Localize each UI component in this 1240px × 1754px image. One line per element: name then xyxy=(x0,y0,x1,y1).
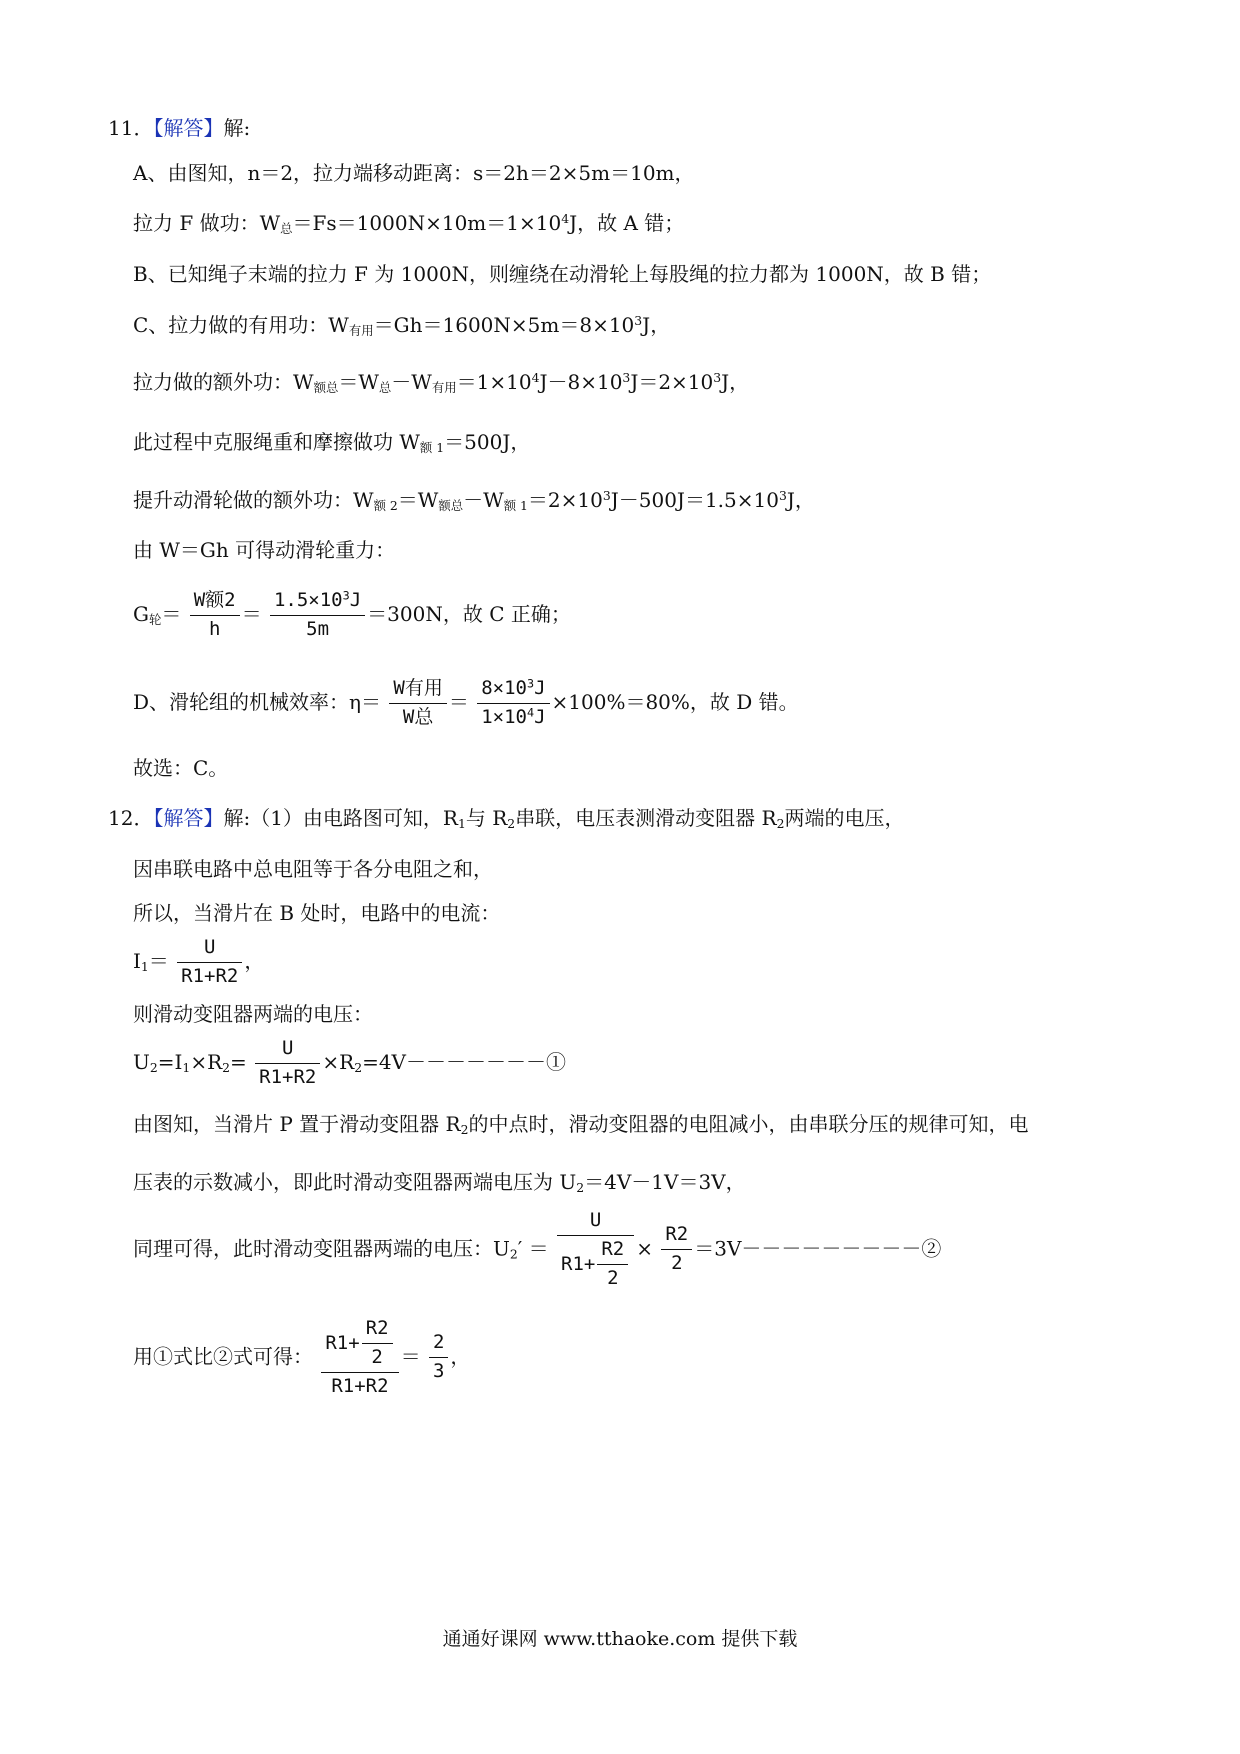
q12-line5: 由图知，当滑片 P 置于滑动变阻器 $R_2$的中点时，滑动变阻器的电阻减小，由串联分压的规律可知，电 xyxy=(133,1112,1029,1138)
fraction: U R1+ $\frac{R2}{2}$ xyxy=(557,1210,634,1290)
q11-c-equation: $G_轮=$ $\frac{\text{W额2}}{h}$ ＝ $\frac{1.5\times 10^3J}{5m}$ ＝300N，故 C 正确； xyxy=(133,588,571,640)
q12-line2: 因串联电路中总电阻等于各分电阻之和， xyxy=(133,857,493,881)
fraction: $\frac{8\times 10^3J}{1\times 10^4J}$ xyxy=(477,678,549,729)
fraction: R1+ $\frac{R2}{2}$ R1+R2 xyxy=(321,1318,398,1398)
fraction: $\frac{R2}{2}$ xyxy=(661,1224,692,1275)
q11-a-line1: A、由图知，n＝2，拉力端移动距离：s＝2h＝2×5m＝10m， xyxy=(133,161,695,185)
fraction: $\frac{\text{W额2}}{h}$ xyxy=(190,590,240,641)
q12-eq-current: $I_1=$ $\frac{U}{R1+R2}$ ， xyxy=(133,936,265,987)
q12-header: 12．【解答】解:（1）由电路图可知，$R_1$与 $R_2$串联，电压表测滑动变阻器 $R_2$两端的电压， xyxy=(108,806,905,832)
q12-line7: 同理可得，此时滑动变阻器两端的电压：$U_2'$ ＝ U R1+ $\frac{R2}{2}$ × $\frac{R2}{2}$ ＝3V－－－－－－－－－② xyxy=(133,1209,942,1289)
q11-c-line1: C、拉力做的有用功：$W_{有用}=Gh=1600N\times 5m=8\times 10^3J$， xyxy=(133,313,671,339)
q11-c-line4: 提升动滑轮做的额外功：$W_{额 2}=W_{额总}-W_{额 1}=2\times 10^3J-500J=1.5\times 10^3J$， xyxy=(133,488,815,514)
fraction: $\frac{2}{3}$ xyxy=(429,1332,448,1383)
q12-eq-voltage: $U_2=I_1\times R_2=$ $\frac{U}{R1+R2}$ $\times R_2=4V-------①$ xyxy=(133,1037,567,1088)
q12-tag: 【解答】 xyxy=(153,806,224,830)
q11-header xyxy=(108,118,250,138)
q11-intro: 解: xyxy=(223,116,251,140)
q11-c-line5: 由 W＝Gh 可得动滑轮重力： xyxy=(133,538,396,562)
q11-c-line2: 拉力做的额外功：$W_{额总}=W_总-W_{有用}=1\times 10^4J-8\times 10^3J=2\times 10^3J$， xyxy=(133,370,750,396)
q11-answer: 故选：C。 xyxy=(133,756,229,780)
q11-d-line: D、滑轮组的机械效率：η＝ $\frac{\text{W有用}}{\text{W总}}$ ＝ $\frac{8\times 10^3J}{1\times 10^4J}$ ×100%＝80%，故 D 错。 xyxy=(133,676,799,728)
q12-line8: 用①式比②式可得： R1+ $\frac{R2}{2}$ R1+R2 ＝ $\frac{2}{3}$ ， xyxy=(133,1317,471,1397)
q12-number: 12． xyxy=(108,806,154,830)
fraction: $\frac{U}{R1+R2}$ xyxy=(255,1038,320,1089)
fraction: $\frac{R2}{2}$ xyxy=(597,1239,628,1290)
fraction: $\frac{\text{W有用}}{\text{W总}}$ xyxy=(389,678,446,729)
fraction: $\frac{1.5\times 10^3J}{5m}$ xyxy=(270,590,365,641)
q11-c-line3: 此过程中克服绳重和摩擦做功 $W_{额 1}=500J$， xyxy=(133,430,531,456)
q11-tag: 【解答】 xyxy=(153,116,224,140)
page-footer: 通通好课网 www.tthaoke.com 提供下载 xyxy=(442,1628,798,1650)
q11-b-line: B、已知绳子末端的拉力 F 为 1000N，则缠绕在动滑轮上每股绳的拉力都为 1000N，故 B 错； xyxy=(133,262,992,286)
fraction: $\frac{R2}{2}$ xyxy=(362,1318,393,1369)
q12-line6: 压表的示数减小，即此时滑动变阻器两端电压为 $U_2=4V-1V=3V$， xyxy=(133,1170,746,1196)
q11-a-line2: 拉力 F 做功：$W_总=Fs=1000N\times 10m=1\times 10^4J$，故 A 错； xyxy=(133,211,685,237)
q11-number: 11． xyxy=(108,116,154,140)
q12-line4: 则滑动变阻器两端的电压： xyxy=(133,1002,373,1026)
fraction: $\frac{U}{R1+R2}$ xyxy=(177,937,242,988)
q12-line3: 所以，当滑片在 B 处时，电路中的电流： xyxy=(133,901,501,925)
